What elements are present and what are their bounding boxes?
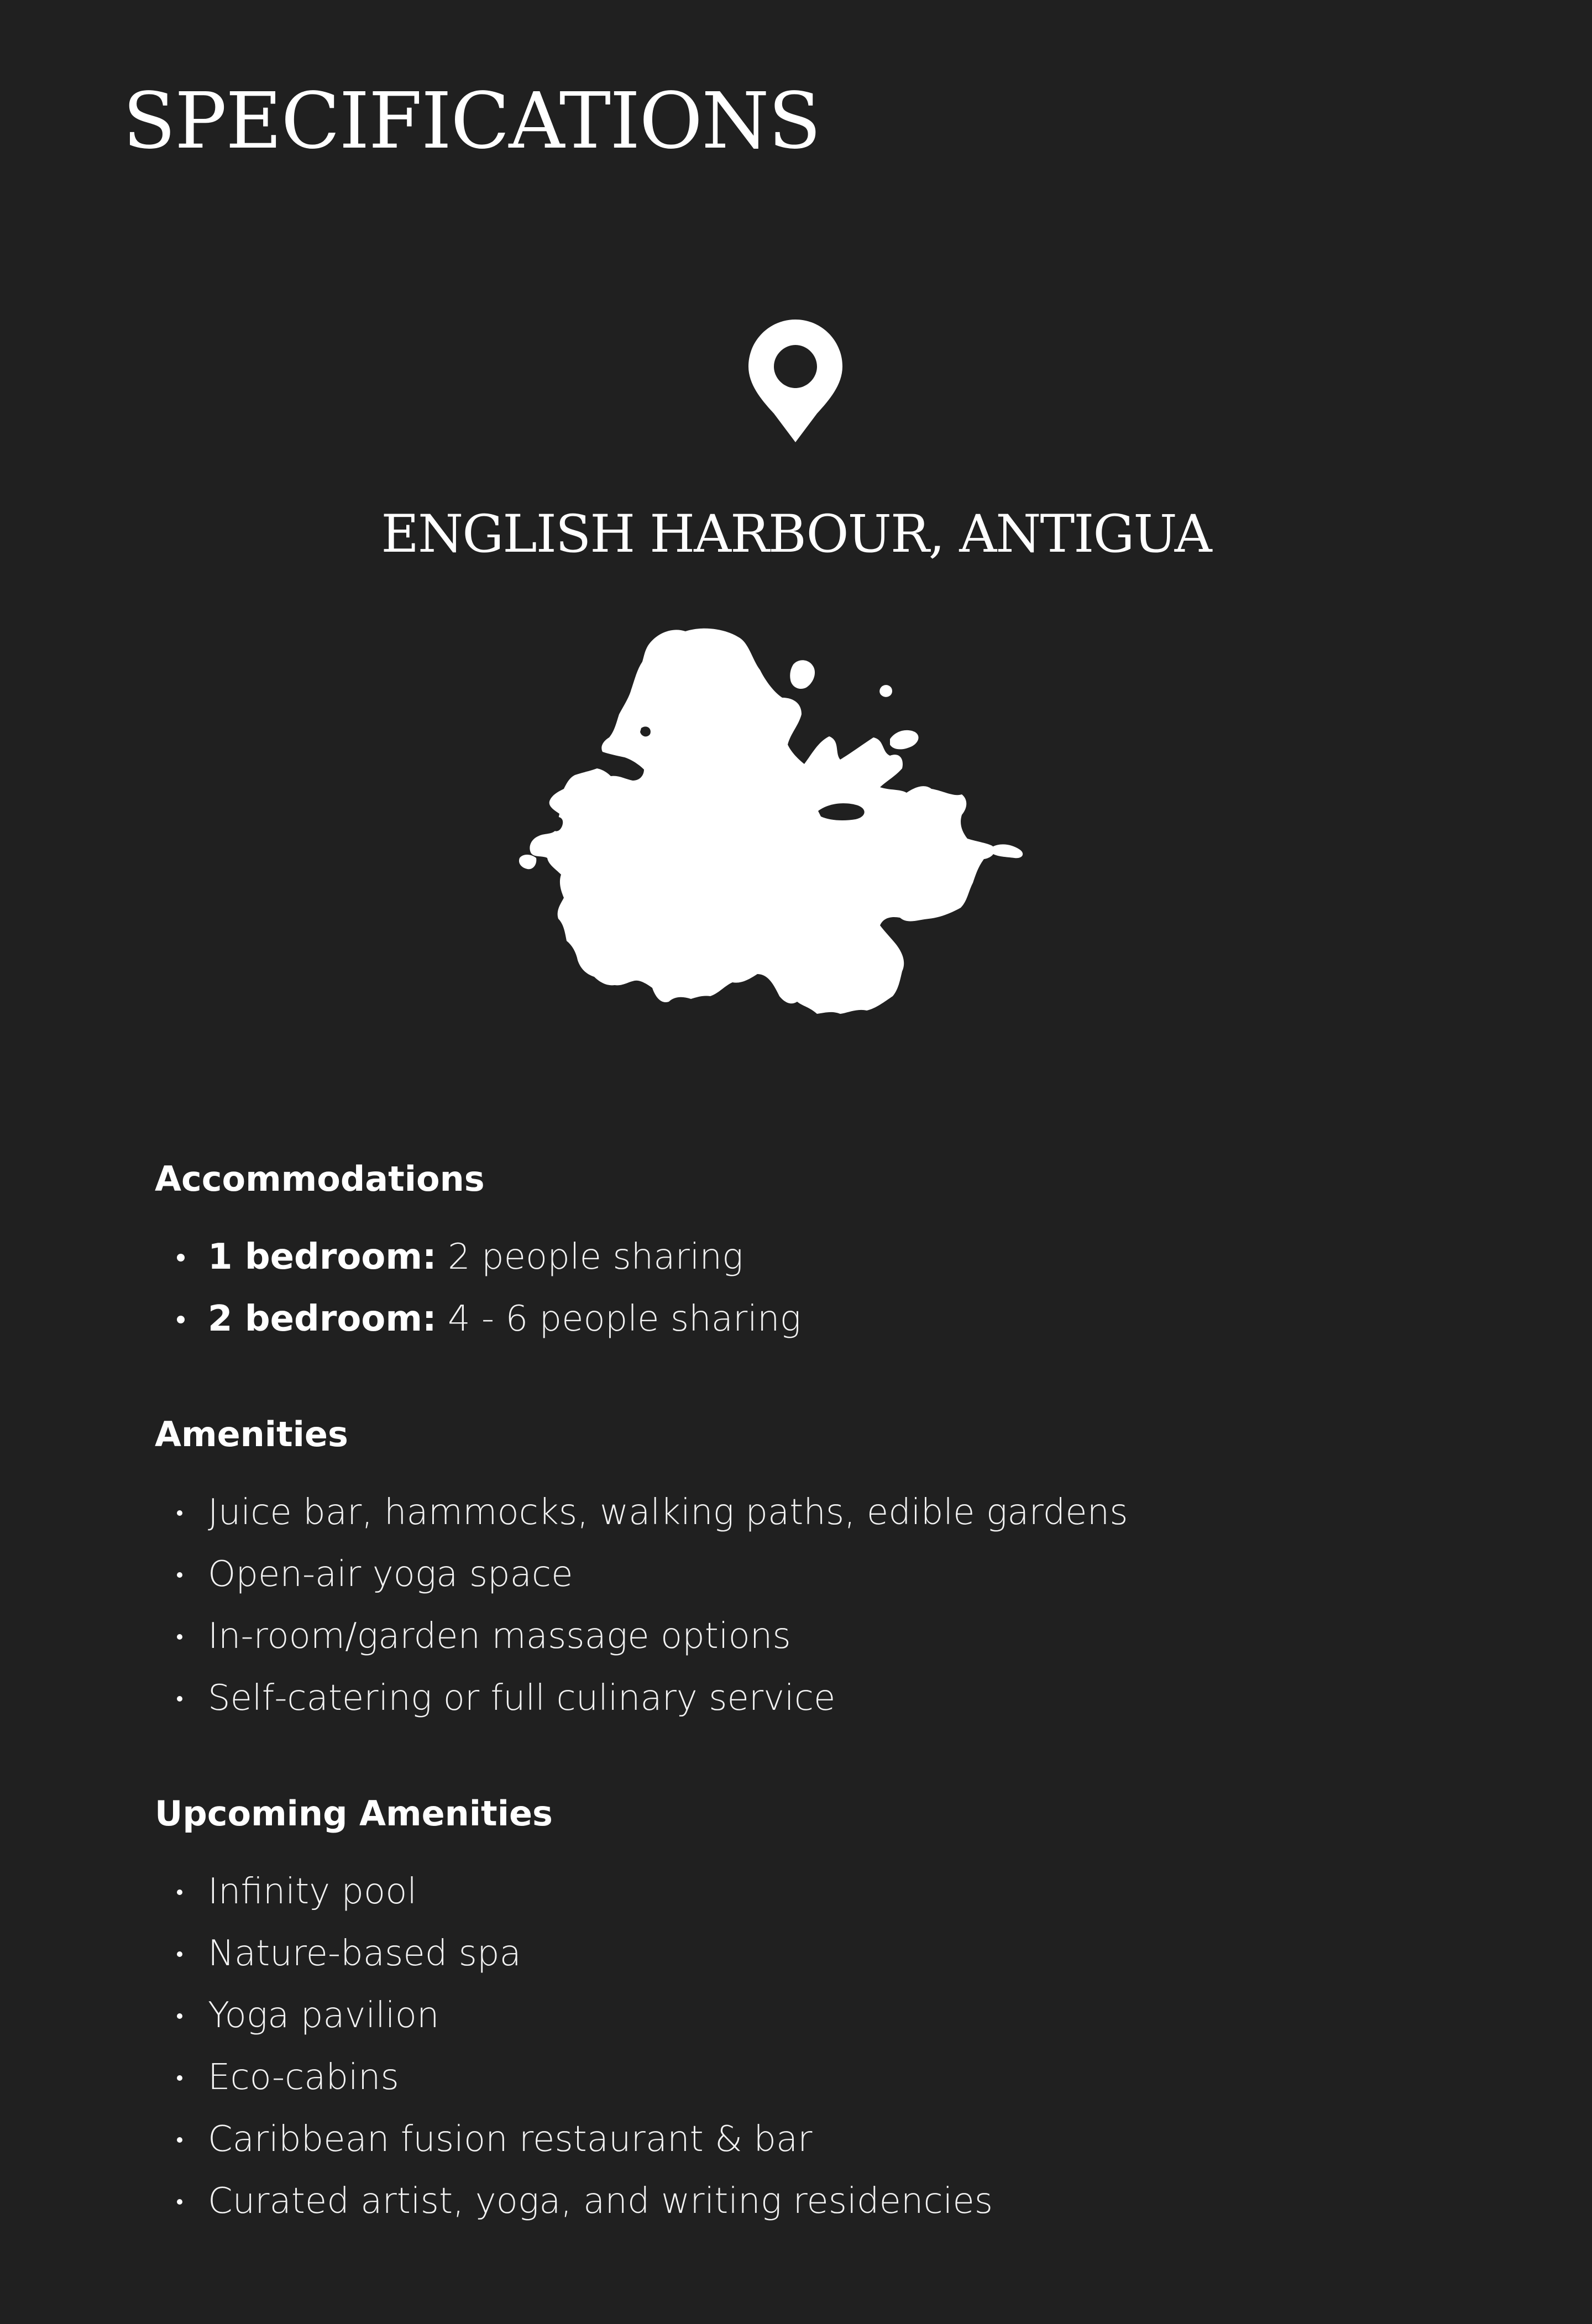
bullet-icon: [177, 1889, 182, 1895]
list-item: [155, 1605, 1481, 1667]
list-item: [155, 1543, 1481, 1605]
list-item: [155, 1667, 1481, 1729]
upcoming-amenities-list: [155, 1861, 1481, 2232]
item-value: 4 - 6 people sharing: [447, 1299, 801, 1339]
list-item: [155, 2108, 1481, 2170]
item-value: 2 people sharing: [447, 1237, 743, 1278]
upcoming-amenities-section: [155, 1789, 1481, 2232]
accommodations-section: [155, 1154, 1481, 1350]
bullet-icon: [177, 1696, 182, 1702]
bullet-icon: [177, 1254, 185, 1262]
item-label: 1 bedroom:: [208, 1237, 437, 1278]
section-heading: Accommodations: [155, 1159, 485, 1199]
bullet-icon: [177, 2199, 182, 2205]
list-item: [155, 1288, 1481, 1350]
bullet-icon: [177, 1634, 182, 1640]
item-text: Nature-based spa: [208, 1933, 521, 1974]
section-heading: Amenities: [155, 1414, 348, 1454]
list-item: [155, 1923, 1481, 1985]
item-text: Open-air yoga space: [208, 1554, 573, 1595]
page-title: SPECIFICATIONS: [123, 76, 820, 166]
bullet-icon: [177, 1316, 185, 1323]
item-text: Infinity pool: [208, 1871, 417, 1912]
list-item: [155, 1482, 1481, 1543]
section-heading: Upcoming Amenities: [155, 1793, 553, 1834]
map-pin-icon: [748, 320, 842, 442]
item-text: Yoga pavilion: [208, 1995, 439, 2036]
list-item: [155, 1861, 1481, 1923]
item-text: Curated artist, yoga, and writing residencies: [208, 2181, 993, 2222]
bullet-icon: [177, 1951, 182, 1957]
bullet-icon: [177, 2013, 182, 2019]
accommodations-list: [155, 1226, 1481, 1350]
antigua-island-map: [486, 615, 1106, 1074]
bullet-icon: [177, 2137, 182, 2143]
list-item: [155, 1226, 1481, 1288]
bullet-icon: [177, 1572, 182, 1578]
item-text: Caribbean fusion restaurant & bar: [208, 2119, 813, 2160]
bullet-icon: [177, 1510, 182, 1516]
amenities-section: [155, 1410, 1481, 1729]
location-title: ENGLISH HARBOUR, ANTIGUA: [381, 504, 1211, 564]
list-item: [155, 2046, 1481, 2108]
item-text: Eco-cabins: [208, 2057, 399, 2098]
item-label: 2 bedroom:: [208, 1299, 437, 1339]
amenities-list: [155, 1482, 1481, 1729]
list-item: [155, 1985, 1481, 2046]
bullet-icon: [177, 2075, 182, 2081]
list-item: [155, 2170, 1481, 2232]
item-text: Juice bar, hammocks, walking paths, edible gardens: [208, 1492, 1128, 1533]
item-text: In-room/garden massage options: [208, 1616, 791, 1657]
item-text: Self-catering or full culinary service: [208, 1678, 836, 1719]
